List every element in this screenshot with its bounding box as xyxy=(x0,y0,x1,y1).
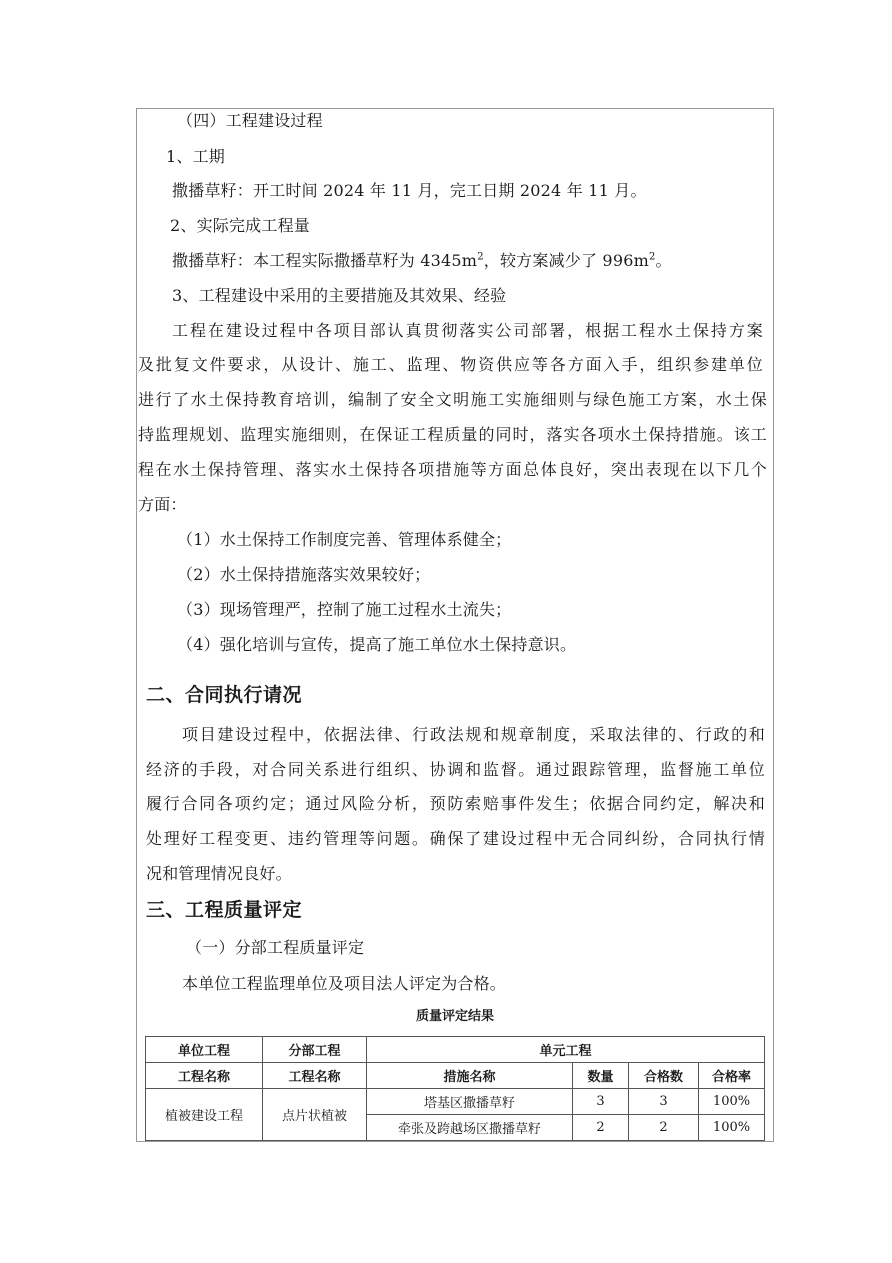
section-heading-quality: 三、工程质量评定 xyxy=(146,899,303,921)
table-cell: 植被建设工程 xyxy=(146,1089,263,1141)
item-text-quantity: 撒播草籽：本工程实际撒播草籽为 $4345m^2$，较方案减少了 $996m^2$。 xyxy=(172,251,672,270)
paragraph-line: 进行了水土保持教育培训，编制了安全文明施工实施细则与绿色施工方案，水土保 xyxy=(138,390,767,409)
table-cell: 牵张及跨越场区撒播草籽 xyxy=(367,1115,573,1141)
table-cell: 2 xyxy=(573,1115,629,1141)
table-cell: 2 xyxy=(629,1115,699,1141)
table-header-cell: 合格率 xyxy=(699,1063,765,1089)
paragraph-line: 处理好工程变更、违约管理等问题。确保了建设过程中无合同纠纷，合同执行情 xyxy=(146,829,765,848)
paragraph-line: 项目建设过程中，依据法律、行政法规和规章制度，采取法律的、行政的和 xyxy=(182,725,765,744)
table-header-cell: 合格数 xyxy=(629,1063,699,1089)
table-title: 质量评定结果 xyxy=(415,1009,494,1024)
table-cell: 100% xyxy=(699,1089,765,1115)
item-title-schedule: 1、工期 xyxy=(166,147,225,166)
table-cell: 100% xyxy=(699,1115,765,1141)
table-header-cell: 工程名称 xyxy=(146,1063,263,1089)
paragraph-line: 经济的手段，对合同关系进行组织、协调和监督。通过跟踪管理，监督施工单位 xyxy=(146,760,765,779)
list-item: （4）强化培训与宣传，提高了施工单位水土保持意识。 xyxy=(177,635,577,654)
table-column-header-row xyxy=(146,1063,765,1089)
list-item: （1）水土保持工作制度完善、管理体系健全； xyxy=(177,530,512,549)
item-title-quantity: 2、实际完成工程量 xyxy=(170,216,310,235)
paragraph-line: 况和管理情况良好。 xyxy=(146,864,292,883)
paragraph-line: 履行合同各项约定；通过风险分析，预防索赔事件发生；依据合同约定，解决和 xyxy=(146,794,765,813)
quality-statement: 本单位工程监理单位及项目法人评定为合格。 xyxy=(182,974,507,993)
table-header-cell: 单位工程 xyxy=(146,1037,263,1063)
table-cell: 3 xyxy=(573,1089,629,1115)
table-header-cell: 分部工程 xyxy=(263,1037,367,1063)
table-cell: 点片状植被 xyxy=(263,1089,367,1141)
paragraph-line: 及批复文件要求，从设计、施工、监理、物资供应等各方面入手，组织参建单位 xyxy=(138,355,763,374)
table-group-header-row xyxy=(146,1037,765,1063)
section-heading-contract: 二、合同执行请况 xyxy=(146,684,303,706)
table-header-cell: 工程名称 xyxy=(263,1063,367,1089)
table-header-cell: 数量 xyxy=(573,1063,629,1089)
table-cell: 塔基区撒播草籽 xyxy=(367,1089,573,1115)
paragraph-line: 程在水土保持管理、落实水土保持各项措施等方面总体良好，突出表现在以下几个 xyxy=(138,460,767,479)
item-title-measures: 3、工程建设中采用的主要措施及其效果、经验 xyxy=(172,286,507,305)
paragraph-line: 工程在建设过程中各项目部认真贯彻落实公司部署，根据工程水土保持方案 xyxy=(172,321,763,340)
table-header-cell: 单元工程 xyxy=(367,1037,765,1063)
list-item: （2）水土保持措施落实效果较好； xyxy=(177,565,431,584)
sub-heading-quality: （一）分部工程质量评定 xyxy=(186,938,365,957)
item-text-schedule: 撒播草籽：开工时间 2024 年 11 月，完工日期 2024 年 11 月。 xyxy=(172,181,647,200)
table-cell: 3 xyxy=(629,1089,699,1115)
list-item: （3）现场管理严，控制了施工过程水土流失； xyxy=(177,600,512,619)
table-row xyxy=(146,1089,765,1115)
quality-table xyxy=(145,1036,765,1141)
table-header-cell: 措施名称 xyxy=(367,1063,573,1089)
paragraph-line: 持监理规划、监理实施细则，在保证工程质量的同时，落实各项水土保持措施。该工 xyxy=(138,425,767,444)
section-heading-construction-process: （四）工程建设过程 xyxy=(177,111,323,130)
paragraph-line: 方面： xyxy=(138,495,187,514)
